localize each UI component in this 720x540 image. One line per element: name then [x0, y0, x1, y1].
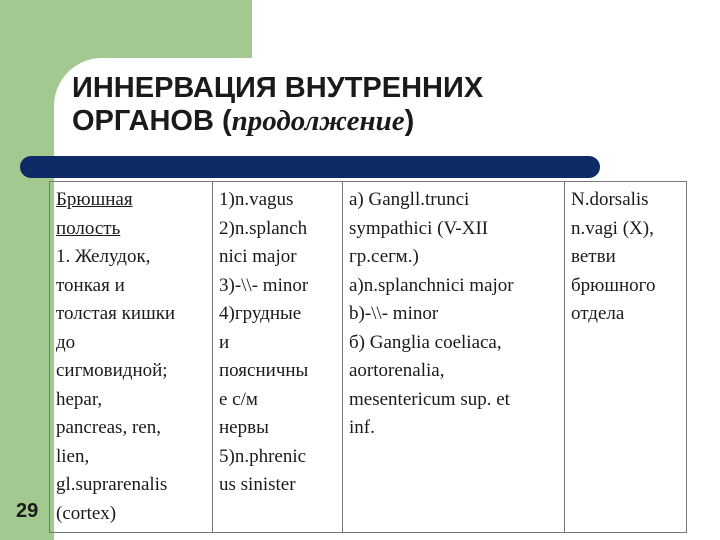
parasympathetic-line: n.vagi (X),	[571, 217, 654, 239]
title-line-2-main: ОРГАНОВ (	[72, 105, 232, 137]
ganglia-line: mesentericum sup. et	[349, 388, 510, 410]
organ-line: hepar,	[56, 388, 103, 410]
slide-number: 29	[16, 500, 39, 522]
nerve-line: е с/м	[219, 388, 258, 410]
organ-line: до	[56, 331, 76, 353]
ganglia-line: a)n.splanchnici major	[349, 274, 514, 296]
organ-line: 1. Желудок,	[56, 246, 151, 267]
ganglia-line: b)-\\- minor	[349, 303, 439, 324]
title-divider-bar	[20, 156, 600, 178]
organ-line: gl.suprarenalis	[56, 474, 168, 495]
nerve-line: и	[219, 331, 230, 353]
organ-line: pancreas, ren,	[56, 417, 161, 438]
organ-line: (cortex)	[56, 502, 117, 524]
slide-title	[72, 72, 692, 138]
innervation-table	[49, 181, 687, 533]
ganglia-line: inf.	[349, 417, 375, 438]
ganglia-line: aortorenalia,	[349, 360, 445, 381]
parasympathetic-line: брюшного	[571, 274, 656, 296]
ganglia-line: б) Ganglia coeliaca,	[349, 331, 502, 353]
ganglia-line: а) Gangll.trunci	[349, 189, 470, 210]
nerve-line: us sinister	[219, 474, 296, 495]
organ-line: lien,	[56, 445, 90, 467]
organ-line: толстая кишки	[56, 303, 176, 324]
organ-heading-line: полость	[56, 217, 121, 239]
parasympathetic-line: отдела	[571, 303, 625, 324]
nerve-line: 1)n.vagus	[219, 189, 294, 210]
nerve-line: 3)-\\- minor	[219, 274, 309, 296]
title-line-2	[72, 105, 692, 138]
nerve-line: 2)n.splanch	[219, 217, 308, 239]
table-cell-nerves	[213, 182, 343, 533]
nerve-line: nici major	[219, 246, 297, 267]
parasympathetic-line: N.dorsalis	[571, 189, 649, 210]
table-row	[50, 182, 687, 533]
nerve-line: нервы	[219, 417, 269, 438]
organ-line: тонкая и	[56, 274, 125, 296]
ganglia-line: гр.сегм.)	[349, 246, 419, 267]
organ-line: сигмовидной;	[56, 360, 168, 381]
ganglia-line: sympathici (V-XII	[349, 217, 489, 239]
title-line-2-end: )	[404, 105, 415, 137]
nerve-line: 4)грудные	[219, 303, 302, 324]
title-line-1: ИННЕРВАЦИЯ ВНУТРЕННИХ	[72, 72, 484, 104]
table-cell-parasympathetic	[565, 182, 687, 533]
title-subtitle: продолжение	[231, 105, 405, 137]
table-cell-organs	[50, 182, 213, 533]
nerve-line: 5)n.phrenic	[219, 445, 307, 467]
nerve-line: поясничны	[219, 360, 309, 381]
organ-heading-line: Брюшная	[56, 189, 133, 210]
parasympathetic-line: ветви	[571, 246, 616, 267]
table-cell-ganglia	[343, 182, 565, 533]
